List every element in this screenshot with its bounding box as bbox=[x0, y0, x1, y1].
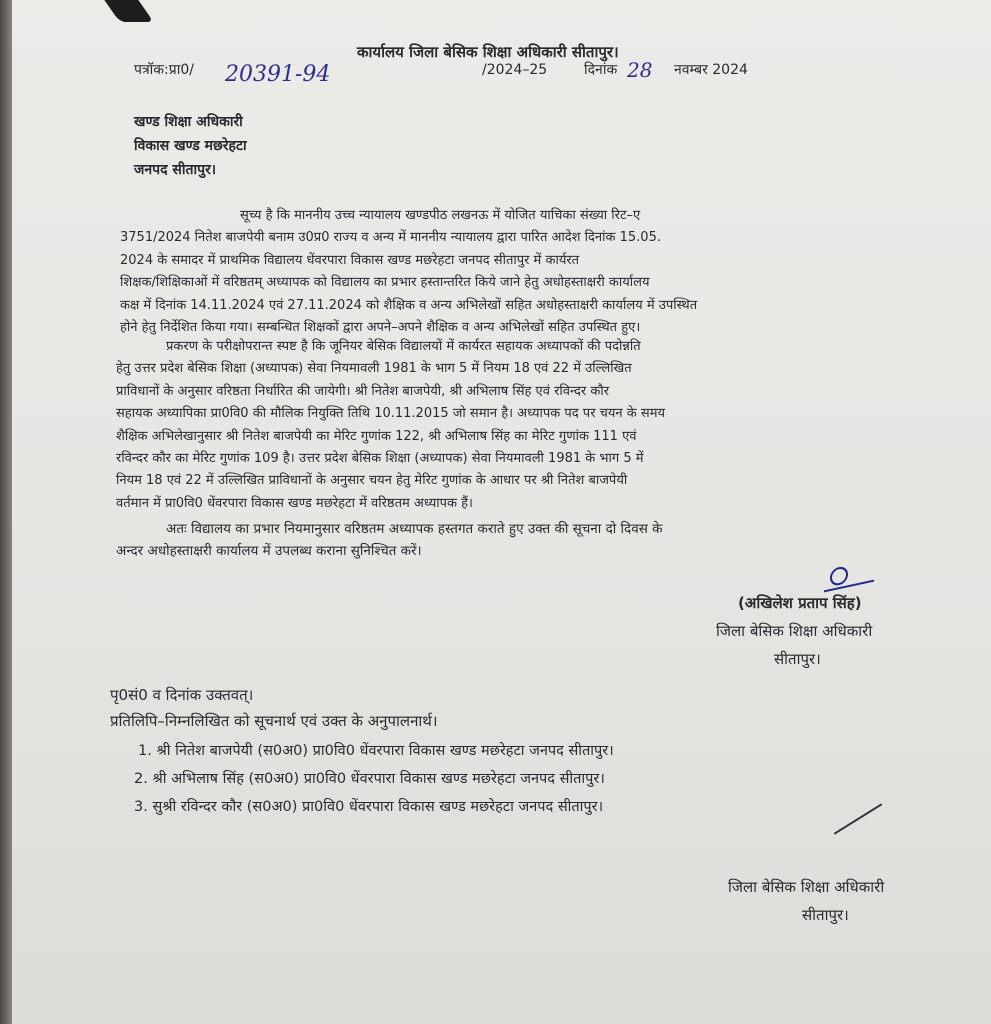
footer-place: सीतापुर। bbox=[802, 906, 849, 924]
copy-recipient: 3. सुश्री रविन्दर कौर (स0अ0) प्रा0वि0 धेंवरपारा विकास खण्ड मछरेहटा जनपद सीतापुर। bbox=[134, 799, 604, 815]
desk-background bbox=[0, 0, 12, 1024]
paragraph-2-line: रविन्दर कौर का मेरिट गुणांक 109 है। उत्तर प्रदेश बेसिक शिक्षा (अध्यापक) सेवा नियमावली 1981 के भाग 5 में bbox=[116, 451, 644, 467]
paragraph-1-line: सूच्य है कि माननीय उच्च न्यायालय खण्डपीठ लखनऊ में योजित याचिका संख्या रिट–ए bbox=[240, 208, 641, 223]
signatory-name: (अखिलेश प्रताप सिंह) bbox=[738, 594, 862, 612]
paragraph-3-line: अतः विद्यालय का प्रभार नियमानुसार वरिष्ठतम अध्यापक हस्तगत कराते हुए उक्त की सूचना दो दिवस के bbox=[166, 521, 663, 537]
pen-tip bbox=[104, 0, 153, 22]
addressee-line-3: जनपद सीतापुर। bbox=[134, 162, 217, 178]
paragraph-1-line: कक्ष में दिनांक 14.11.2024 एवं 27.11.2024 को शैक्षिक व अन्य अभिलेखों सहित अधोहस्ताक्षरी कार्यालय में उपस्थित bbox=[120, 297, 698, 313]
body-paragraph-2 bbox=[116, 336, 936, 515]
paragraph-1-line: शिक्षक/शिक्षिकाओं में वरिष्ठतम् अध्यापक को विद्यालय का प्रभार हस्तान्तरित किये जाने हेतु अधोहस्ताक्षरी कार्यालय bbox=[120, 275, 650, 291]
date-day: 28 bbox=[627, 58, 653, 82]
paragraph-2-line: प्राविधानों के अनुसार वरिष्ठता निर्धारित की जायेगी। श्री नितेश बाजपेयी, श्री अभिलाष सिंह एवं रविन्दर कौर bbox=[116, 383, 610, 399]
addressee-line-2: विकास खण्ड मछरेहटा bbox=[134, 138, 247, 154]
date-month-year: नवम्बर 2024 bbox=[674, 62, 748, 78]
paragraph-2-line: नियम 18 एवं 22 में उल्लिखित प्राविधानों के अनुसार चयन हेतु मेरिट गुणांक के आधार पर श्री नितेश बाजपेयी bbox=[116, 473, 628, 489]
paragraph-2-line: हेतु उत्तर प्रदेश बेसिक शिक्षा (अध्यापक) सेवा नियमावली 1981 के भाग 5 में नियम 18 एवं 22 में उल्लिखित bbox=[116, 361, 632, 377]
addressee-line-1: खण्ड शिक्षा अधिकारी bbox=[134, 114, 243, 130]
body-paragraph-3 bbox=[116, 518, 946, 563]
footer-designation: जिला बेसिक शिक्षा अधिकारी bbox=[728, 878, 885, 896]
date-label: दिनांक bbox=[584, 62, 618, 78]
paragraph-2-line: वर्तमान में प्रा0वि0 धेंवरपारा विकास खण्ड मछरेहटा में वरिष्ठतम अध्यापक हैं। bbox=[116, 495, 473, 511]
paragraph-2-line: प्रकरण के परीक्षोपरान्त स्पष्ट है कि जूनियर बेसिक विद्यालयों में कार्यरत सहायक अध्यापकों की पदोन्नति bbox=[166, 339, 641, 354]
copy-recipient: 2. श्री अभिलाष सिंह (स0अ0) प्रा0वि0 धेंवरपारा विकास खण्ड मछरेहटा जनपद सीतापुर। bbox=[134, 771, 605, 787]
paragraph-2-line: शैक्षिक अभिलेखानुसार श्री नितेश बाजपेयी का मेरिट गुणांक 122, श्री अभिलाष सिंह का मेरिट गुणांक 111 एवं bbox=[116, 428, 637, 444]
copy-recipient: 1. श्री नितेश बाजपेयी (स0अ0) प्रा0वि0 धेंवरपारा विकास खण्ड मछरेहटा जनपद सीतापुर। bbox=[138, 743, 614, 759]
letter-page bbox=[12, 0, 991, 1024]
paragraph-2-line: सहायक अध्यापिका प्रा0वि0 की मौलिक नियुक्ति तिथि 10.11.2015 जो समान है। अध्यापक पद पर चयन के समय bbox=[116, 406, 666, 422]
paragraph-1-line: 2024 के समादर में प्राथमिक विद्यालय धेंवरपारा विकास खण्ड मछरेहटा जनपद सीतापुर में कार्यरत bbox=[120, 252, 580, 268]
office-heading: कार्यालय जिला बेसिक शिक्षा अधिकारी सीतापुर। bbox=[357, 43, 619, 61]
reference-prefix: पत्रॉक:प्रा0/ bbox=[134, 62, 194, 78]
signatory-place: सीतापुर। bbox=[774, 650, 821, 668]
paragraph-1-line: 3751/2024 नितेश बाजपेयी बनाम उ0प्र0 राज्य व अन्य में माननीय न्यायालय द्वारा पारित आदेश दिनांक 15.05. bbox=[120, 230, 661, 246]
copy-intro: प्रतिलिपि–निम्नलिखित को सूचनार्थ एवं उक्त के अनुपालनार्थ। bbox=[110, 712, 438, 730]
reference-number: 20391-94 bbox=[225, 62, 331, 87]
copy-reference-line: पृ0सं0 व दिनांक उक्तवत्। bbox=[110, 686, 254, 704]
officer-signature bbox=[824, 558, 874, 593]
paragraph-1-line: होने हेतु निर्देशित किया गया। सम्बन्धित शिक्षकों द्वारा अपने–अपने शैक्षिक व अन्य अभिलेखों सहित उपस्थित हुए। bbox=[120, 320, 641, 336]
body-paragraph-1 bbox=[120, 205, 930, 339]
reference-session: /2024–25 bbox=[482, 62, 548, 78]
footer-signature-stroke bbox=[834, 803, 883, 834]
signatory-designation: जिला बेसिक शिक्षा अधिकारी bbox=[716, 622, 873, 640]
paragraph-3-line: अन्दर अधोहस्ताक्षरी कार्यालय में उपलब्ध कराना सुनिश्चित करें। bbox=[116, 543, 422, 560]
